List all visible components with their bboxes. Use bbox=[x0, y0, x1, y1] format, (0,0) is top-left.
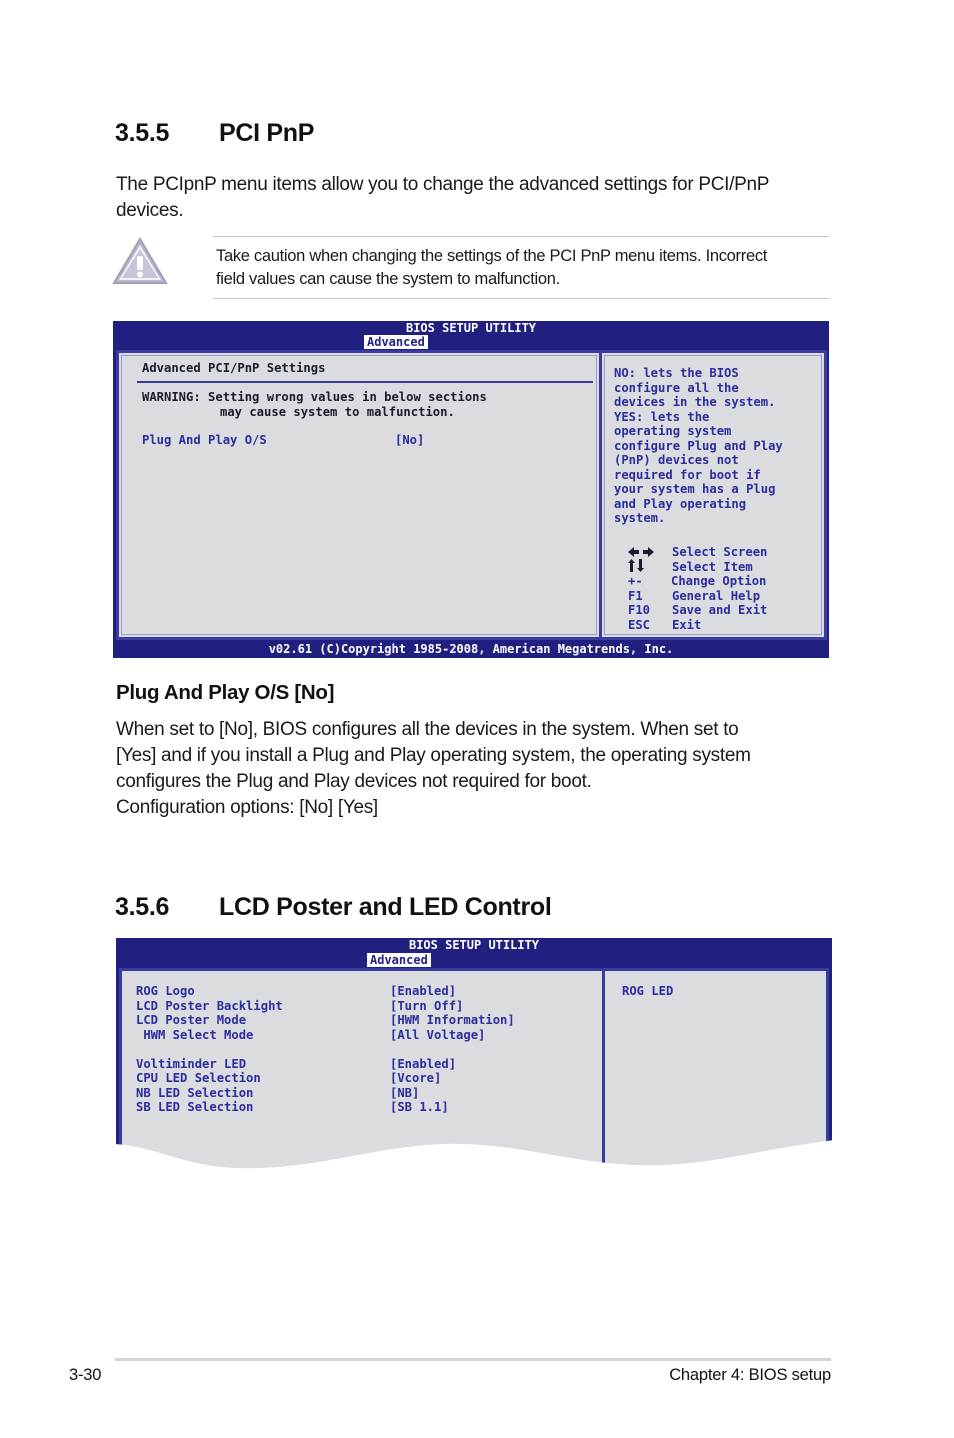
setting-label[interactable]: NB LED Selection bbox=[136, 1085, 254, 1100]
bios-screen-pci-pnp bbox=[113, 321, 829, 658]
plug-and-play-description bbox=[116, 717, 836, 821]
help-line: your system has a Plug bbox=[614, 482, 776, 496]
caution-top-rule bbox=[213, 236, 829, 237]
bios-help-panel bbox=[599, 350, 827, 640]
help-line: and Play operating bbox=[614, 496, 747, 511]
section-title: LCD Poster and LED Control bbox=[219, 893, 552, 921]
footer-rule bbox=[115, 1358, 831, 1361]
chapter-label: Chapter 4: BIOS setup bbox=[669, 1366, 831, 1384]
help-line: configure Plug and Play bbox=[614, 438, 783, 453]
setting-label[interactable]: CPU LED Selection bbox=[136, 1071, 261, 1085]
setting-value[interactable]: [Vcore] bbox=[390, 1071, 442, 1085]
caution-line: field values can cause the system to malfunction. bbox=[216, 270, 560, 288]
key-desc: Change Option bbox=[671, 574, 767, 588]
section-title: PCI PnP bbox=[219, 119, 315, 147]
section-heading-lcd-poster bbox=[115, 893, 551, 922]
left-right-arrows-icon bbox=[628, 547, 654, 557]
setting-value[interactable]: [NB] bbox=[390, 1085, 420, 1100]
setting-value[interactable]: [SB 1.1] bbox=[390, 1100, 449, 1114]
section-number: 3.5.5 bbox=[115, 119, 170, 147]
setting-label[interactable]: LCD Poster Backlight bbox=[136, 998, 283, 1013]
description-line: When set to [No], BIOS configures all the devices in the system. When set to bbox=[116, 719, 739, 740]
help-line: required for boot if bbox=[614, 467, 761, 482]
heading-underline bbox=[137, 381, 593, 383]
help-line: ROG LED bbox=[622, 984, 674, 998]
key-code: +- bbox=[628, 574, 643, 588]
help-line: devices in the system. bbox=[614, 395, 776, 409]
key-code: ESC bbox=[628, 617, 651, 632]
setting-value-plug-and-play[interactable]: [No] bbox=[395, 433, 425, 447]
page-number: 3-30 bbox=[69, 1366, 102, 1384]
key-code: F1 bbox=[628, 588, 643, 603]
bios-title: BIOS SETUP UTILITY bbox=[405, 321, 537, 335]
tab-advanced[interactable]: Advanced bbox=[367, 953, 431, 967]
description-line: Configuration options: [No] [Yes] bbox=[116, 797, 378, 818]
key-desc: General Help bbox=[672, 588, 761, 603]
intro-line: devices. bbox=[116, 200, 184, 221]
caution-line: Take caution when changing the settings of the PCI PnP menu items. Incorrect bbox=[216, 247, 768, 265]
description-line: configures the Plug and Play devices not required for boot. bbox=[116, 771, 592, 792]
setting-label[interactable]: Voltiminder LED bbox=[136, 1056, 247, 1071]
up-down-arrows-icon bbox=[628, 559, 644, 572]
help-line: NO: lets the BIOS bbox=[614, 366, 739, 380]
setting-value[interactable]: [All Voltage] bbox=[390, 1027, 486, 1042]
key-desc: Exit bbox=[672, 617, 702, 632]
setting-label[interactable]: ROG Logo bbox=[136, 984, 195, 998]
bios-screen-lcd-poster bbox=[116, 938, 832, 1170]
bios-copyright: v02.61 (C)Copyright 1985-2008, American Megatrends, Inc. bbox=[268, 642, 674, 656]
setting-value[interactable]: [Turn Off] bbox=[390, 998, 464, 1013]
help-line: system. bbox=[614, 511, 666, 525]
setting-value[interactable]: [HWM Information] bbox=[390, 1013, 515, 1027]
intro-line: The PCIpnP menu items allow you to change the advanced settings for PCI/PnP bbox=[116, 174, 770, 195]
tab-advanced[interactable]: Advanced bbox=[364, 335, 428, 349]
help-line: operating system bbox=[614, 424, 732, 438]
key-desc: Select Item bbox=[672, 559, 753, 574]
setting-label[interactable]: LCD Poster Mode bbox=[136, 1013, 247, 1027]
subsection-heading: Plug And Play O/S [No] bbox=[116, 681, 335, 704]
setting-label-plug-and-play[interactable]: Plug And Play O/S bbox=[142, 433, 267, 447]
section-heading-pci-pnp bbox=[115, 119, 314, 148]
warning-text: WARNING: Setting wrong values in below sections bbox=[142, 390, 487, 404]
warning-triangle-icon bbox=[111, 236, 169, 286]
caution-text bbox=[216, 245, 828, 291]
setting-value[interactable]: [Enabled] bbox=[390, 1056, 457, 1071]
help-line: YES: lets the bbox=[614, 409, 710, 424]
key-desc: Select Screen bbox=[672, 545, 768, 559]
warning-text: may cause system to malfunction. bbox=[220, 405, 455, 419]
description-line: [Yes] and if you install a Plug and Play operating system, the operating system bbox=[116, 745, 751, 766]
caution-bottom-rule bbox=[213, 298, 829, 299]
bios-main-panel bbox=[116, 350, 602, 640]
help-line: (PnP) devices not bbox=[614, 453, 739, 467]
setting-value[interactable]: [Enabled] bbox=[390, 984, 457, 998]
key-code: F10 bbox=[628, 603, 651, 617]
intro-paragraph bbox=[116, 172, 836, 224]
section-number: 3.5.6 bbox=[115, 893, 170, 921]
key-desc: Save and Exit bbox=[672, 603, 768, 617]
setting-label[interactable]: HWM Select Mode bbox=[136, 1027, 254, 1042]
setting-label[interactable]: SB LED Selection bbox=[136, 1100, 254, 1114]
torn-edge bbox=[114, 1138, 834, 1172]
bios-title: BIOS SETUP UTILITY bbox=[408, 938, 540, 952]
help-line: configure all the bbox=[614, 380, 739, 395]
settings-heading: Advanced PCI/PnP Settings bbox=[142, 361, 326, 375]
